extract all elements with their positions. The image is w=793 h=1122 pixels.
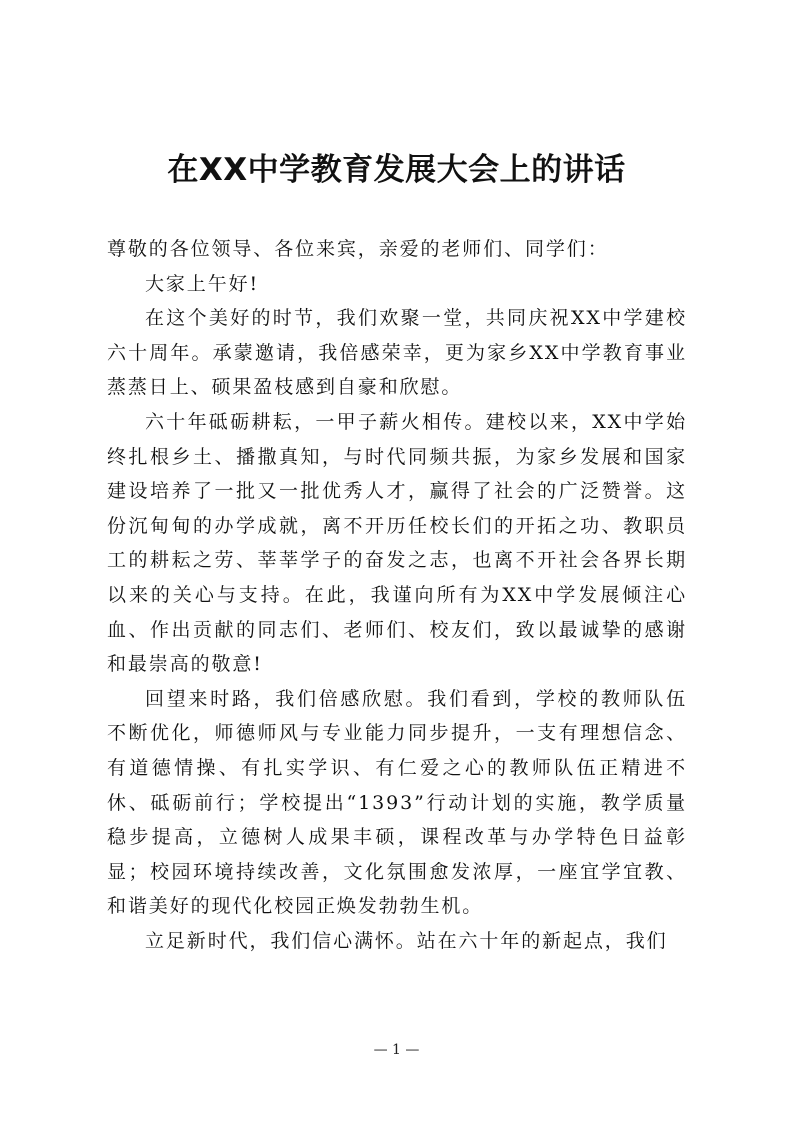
document-title: 在XX中学教育发展大会上的讲话 xyxy=(167,152,626,188)
speech-body xyxy=(107,232,687,958)
paragraph-4: 立足新时代，我们信心满怀。站在六十年的新起点，我们 xyxy=(145,929,668,952)
salutation: 尊敬的各位领导、各位来宾，亲爱的老师们、同学们： xyxy=(107,238,609,260)
paragraph-2: 六十年砥砺耕耘，一甲子薪火相传。建校以来，XX中学始终扎根乡土、播撒真知，与时代同频共振，为家乡发展和国家建设培养了一批又一批优秀人才，赢得了社会的广泛赞誉。这份沉甸甸的办学成就，离不开历任校长们的开拓之功、教职员工的耕耘之劳、莘莘学子的奋发之志，也离不开社会各界长期以来的关心与支持。在此，我谨向所有为XX中学发展倾注心血、作出贡献的同志们、老师们、校友们，致以最诚挚的感谢和最崇高的敬意! xyxy=(107,410,687,676)
paragraph-3: 回望来时路，我们倍感欣慰。我们看到，学校的教师队伍不断优化，师德师风与专业能力同步提升，一支有理想信念、有道德情操、有扎实学识、有仁爱之心的教师队伍正精进不休、砥砺前行；学校提出“1393”行动计划的实施，教学质量稳步提高，立德树人成果丰硕，课程改革与办学特色日益彰显；校园环境持续改善，文化氛围愈发浓厚，一座宜学宜教、和谐美好的现代化校园正焕发勃勃生机。 xyxy=(107,687,687,918)
page-number: — 1 — xyxy=(373,1042,420,1058)
paragraph-1: 在这个美好的时节，我们欢聚一堂，共同庆祝XX中学建校六十周年。承蒙邀请，我倍感荣幸，更为家乡XX中学教育事业蒸蒸日上、硕果盈枝感到自豪和欣慰。 xyxy=(107,307,687,399)
greeting: 大家上午好! xyxy=(145,272,260,295)
